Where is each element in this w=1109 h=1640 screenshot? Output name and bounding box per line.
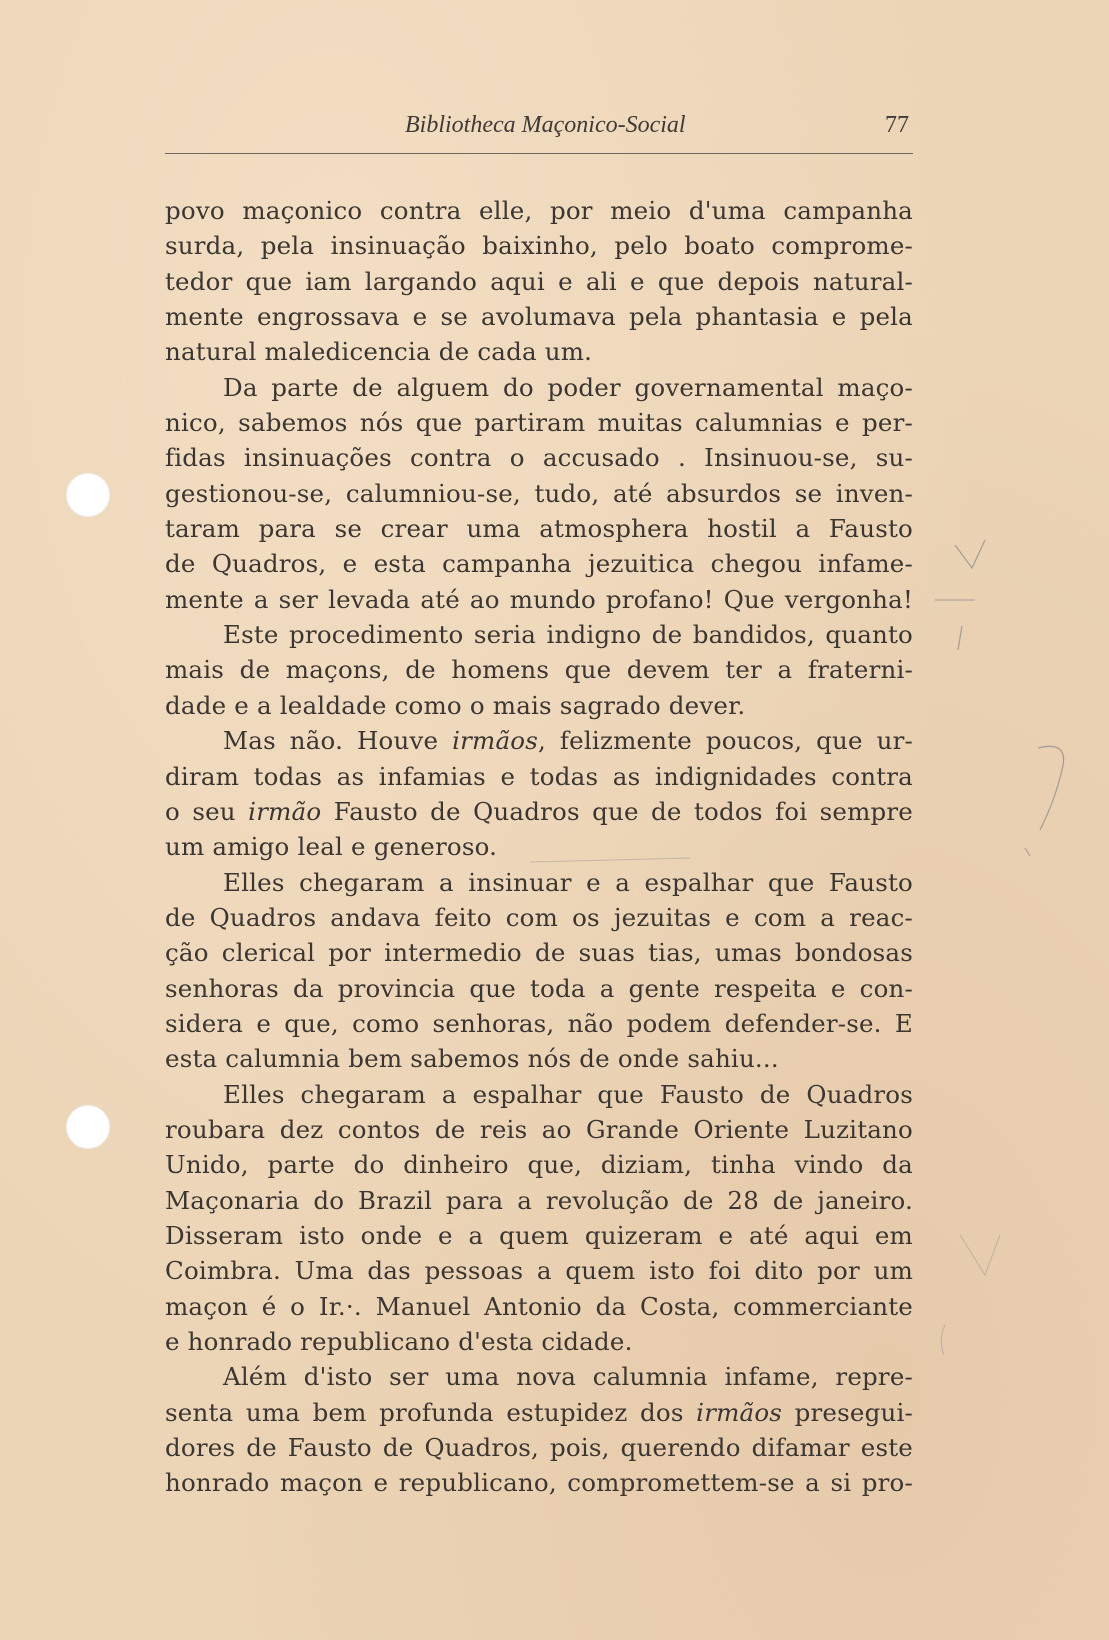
text-line: Maçonaria do Brazil para a revolução de 28 de janeiro. bbox=[165, 1185, 913, 1215]
italic-word: irmãos bbox=[452, 726, 539, 756]
header-rule bbox=[165, 153, 913, 154]
text-line-mixed bbox=[165, 723, 913, 758]
text-line-mixed bbox=[165, 1395, 913, 1430]
text-line: e honrado republicano d'esta cidade. bbox=[165, 1327, 633, 1356]
body-text bbox=[165, 193, 913, 1501]
text-run: o seu bbox=[165, 796, 236, 826]
text-line: roubara dez contos de reis ao Grande Oriente Luzitano bbox=[165, 1114, 913, 1144]
text-line: Este procedimento seria indigno de bandidos, quanto bbox=[223, 620, 913, 650]
text-line: Disseram isto onde e a quem quizeram e até aqui em bbox=[165, 1220, 913, 1250]
text-line: ção clerical por intermedio de suas tias, umas bondosas bbox=[165, 938, 913, 968]
text-line: de Quadros, e esta campanha jezuitica chegou infame- bbox=[165, 549, 913, 579]
text-line: Além d'isto ser uma nova calumnia infame, repre- bbox=[223, 1362, 913, 1392]
page-number: 77 bbox=[885, 112, 909, 138]
page-header bbox=[165, 112, 915, 146]
text-run: presegui- bbox=[794, 1397, 913, 1427]
text-line: de Quadros andava feito com os jezuitas e com a reac- bbox=[165, 902, 913, 932]
italic-word: irmão bbox=[248, 796, 322, 826]
text-line: natural maledicencia de cada um. bbox=[165, 337, 593, 367]
text-line: mais de maçons, de homens que devem ter a fraterni- bbox=[165, 655, 913, 685]
text-line: mente a ser levada até ao mundo profano! Que vergonha! bbox=[165, 584, 913, 614]
text-line: nico, sabemos nós que partiram muitas calumnias e per- bbox=[165, 408, 913, 438]
text-run: , felizmente poucos, que ur- bbox=[538, 726, 913, 756]
text-line: dade e a lealdade como o mais sagrado dever. bbox=[165, 690, 746, 720]
text-line: surda, pela insinuação baixinho, pelo boato comprome- bbox=[165, 231, 913, 261]
text-run: Fausto de Quadros que de todos foi sempre bbox=[333, 796, 914, 826]
text-line: um amigo leal e generoso. bbox=[165, 832, 498, 862]
text-line: maçon é o Ir.·. Manuel Antonio da Costa, commerciante bbox=[165, 1291, 913, 1321]
text-line: Unido, parte do dinheiro que, diziam, tinha vindo da bbox=[165, 1150, 913, 1180]
text-line: mente engrossava e se avolumava pela phantasia e pela bbox=[165, 302, 913, 332]
text-line: povo maçonico contra elle, por meio d'uma campanha bbox=[165, 196, 913, 225]
running-title: Bibliotheca Maçonico-Social bbox=[405, 112, 686, 138]
punch-hole bbox=[66, 1105, 110, 1149]
punch-hole bbox=[66, 473, 110, 517]
text-line: esta calumnia bem sabemos nós de onde sahiu... bbox=[165, 1044, 779, 1074]
text-line: honrado maçon e republicano, compromettem-se a si pro- bbox=[165, 1468, 913, 1498]
text-line: fidas insinuações contra o accusado . Insinuou-se, su- bbox=[165, 443, 913, 473]
text-line: Elles chegaram a insinuar e a espalhar que Fausto bbox=[223, 867, 913, 897]
text-line: dores de Fausto de Quadros, pois, querendo difamar este bbox=[165, 1433, 913, 1463]
text-line: diram todas as infamias e todas as indignidades contra bbox=[165, 761, 913, 791]
text-line: Elles chegaram a espalhar que Fausto de Quadros bbox=[223, 1079, 913, 1109]
text-line: sidera e que, como senhoras, não podem defender-se. E bbox=[165, 1008, 913, 1038]
italic-word: irmãos bbox=[696, 1397, 783, 1427]
text-line: taram para se crear uma atmosphera hostil a Fausto bbox=[165, 514, 913, 544]
text-line: senhoras da provincia que toda a gente respeita e con- bbox=[165, 973, 913, 1003]
text-run: Mas não. Houve bbox=[223, 726, 439, 756]
text-line: Coimbra. Uma das pessoas a quem isto foi dito por um bbox=[165, 1256, 913, 1286]
text-line: gestionou-se, calumniou-se, tudo, até absurdos se inven- bbox=[165, 478, 913, 508]
text-line: Da parte de alguem do poder governamental maço- bbox=[223, 372, 913, 402]
text-line: tedor que iam largando aqui e ali e que depois natural- bbox=[165, 266, 913, 296]
text-line-mixed bbox=[165, 794, 913, 829]
text-run: senta uma bem profunda estupidez dos bbox=[165, 1397, 684, 1427]
